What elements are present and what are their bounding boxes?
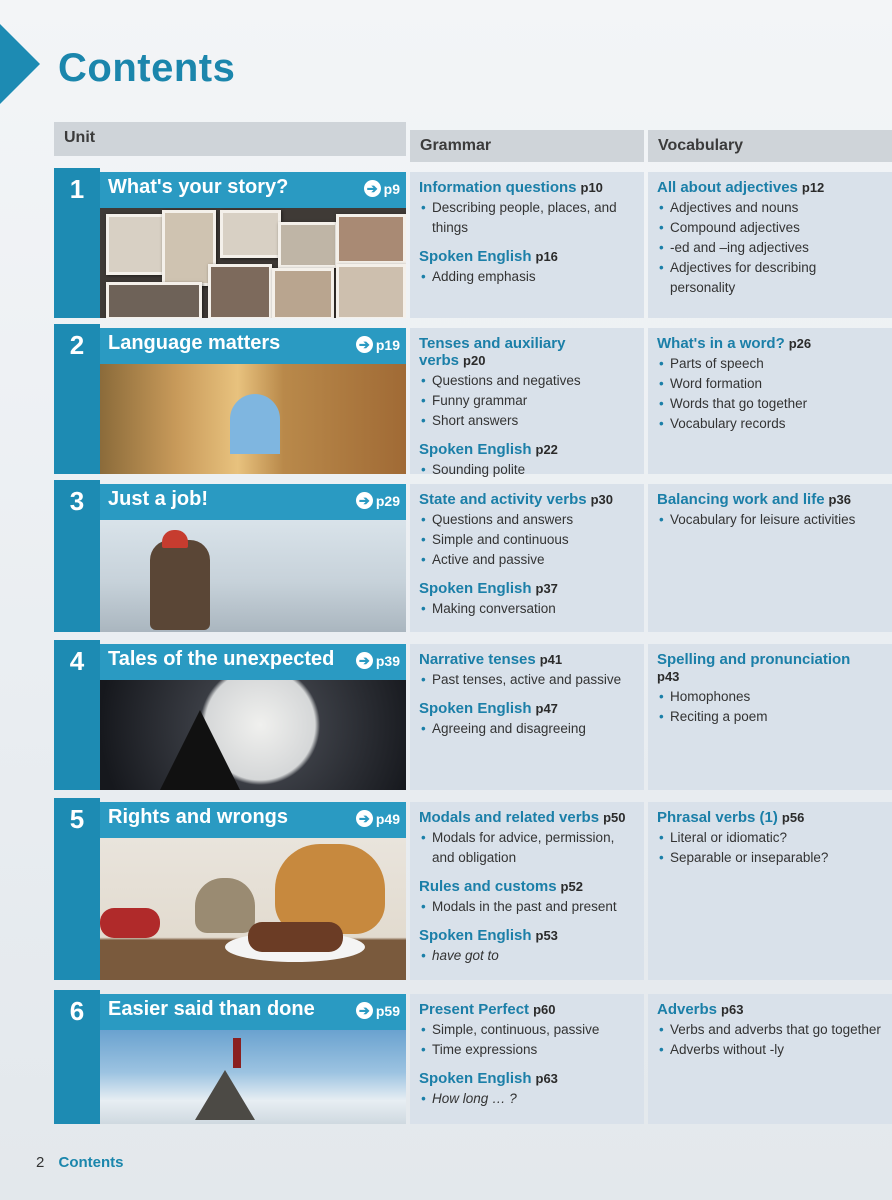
topic-items — [657, 1020, 883, 1060]
topic-items — [419, 599, 635, 619]
list-item: • Sounding polite — [419, 460, 635, 480]
topic-items — [419, 267, 635, 287]
vocabulary-cell — [648, 994, 892, 1124]
vocabulary-cell — [648, 484, 892, 632]
photo-dog — [275, 844, 385, 934]
page-title: Contents — [58, 46, 236, 90]
photo-cat — [195, 878, 255, 933]
list-item: • Time expressions — [419, 1040, 635, 1060]
grammar-topic[interactable]: Spoken English p63 — [419, 1070, 558, 1087]
unit-number: 2 — [54, 324, 100, 474]
arrow-right-circle-icon: ➔ — [364, 180, 381, 197]
unit-header[interactable] — [100, 644, 406, 680]
unit-page: p29 — [375, 492, 400, 509]
list-item: • Word formation — [657, 374, 883, 394]
topic-items — [657, 687, 883, 727]
unit-number: 5 — [54, 798, 100, 980]
header-grammar: Grammar — [410, 130, 644, 162]
list-item: • Adjectives for describing personality — [657, 258, 883, 298]
grammar-topic[interactable]: Rules and customs p52 — [419, 878, 583, 895]
grammar-cell — [410, 484, 644, 632]
header-unit: Unit — [54, 122, 406, 156]
topic-items — [419, 198, 635, 238]
grammar-cell — [410, 644, 644, 790]
list-item: • Making conversation — [419, 599, 635, 619]
grammar-topic[interactable]: Present Perfect p60 — [419, 1001, 556, 1018]
list-item: • Past tenses, active and passive — [419, 670, 635, 690]
list-item: • Adding emphasis — [419, 267, 635, 287]
grammar-topic[interactable]: Information questions p10 — [419, 179, 603, 196]
grammar-topic[interactable]: Tenses and auxiliary verbs p20 — [419, 335, 566, 369]
vocabulary-topic[interactable]: Spelling and pronunciation p43 — [657, 651, 851, 684]
photo-snapshot — [336, 264, 406, 318]
vocabulary-cell — [648, 802, 892, 980]
unit-header[interactable] — [100, 484, 406, 520]
topic-items — [657, 510, 883, 530]
unit-header[interactable] — [100, 994, 406, 1030]
header-vocabulary: Vocabulary — [648, 130, 892, 162]
topic-items — [657, 198, 883, 298]
vocabulary-topic[interactable]: What's in a word? p26 — [657, 335, 812, 352]
photo-meat — [248, 922, 343, 952]
arrow-right-circle-icon: ➔ — [356, 336, 373, 353]
unit-page: p39 — [375, 652, 400, 669]
unit-page-link[interactable] — [364, 180, 400, 197]
grammar-topic[interactable]: Spoken English p37 — [419, 580, 558, 597]
list-item: • Questions and answers — [419, 510, 635, 530]
grammar-cell — [410, 994, 644, 1124]
unit-number: 6 — [54, 990, 100, 1124]
photo-snapshot — [336, 214, 406, 264]
list-item: • Words that go together — [657, 394, 883, 414]
photo-person — [233, 1038, 241, 1068]
grammar-cell — [410, 172, 644, 318]
grammar-topic[interactable]: Spoken English p22 — [419, 441, 558, 458]
photo-snapshot — [272, 268, 334, 318]
unit-header[interactable] — [100, 802, 406, 838]
photo-snapshot — [208, 264, 272, 318]
topic-items — [419, 719, 635, 739]
vocabulary-topic[interactable]: All about adjectives p12 — [657, 179, 825, 196]
list-item: • Reciting a poem — [657, 707, 883, 727]
grammar-topic[interactable]: Spoken English p16 — [419, 248, 558, 265]
list-item: • Adverbs without -ly — [657, 1040, 883, 1060]
vocabulary-topic[interactable]: Phrasal verbs (1) p56 — [657, 809, 805, 826]
list-item: • Agreeing and disagreeing — [419, 719, 635, 739]
unit-page: p9 — [383, 180, 400, 197]
corner-triangle-decoration — [0, 24, 40, 104]
topic-items — [419, 897, 635, 917]
unit-photo-mountain-summit — [100, 1030, 406, 1124]
vocabulary-cell — [648, 644, 892, 790]
list-item: • -ed and –ing adjectives — [657, 238, 883, 258]
list-item: • Vocabulary records — [657, 414, 883, 434]
unit-title: Tales of the unexpected — [108, 648, 335, 670]
page-footer — [36, 1154, 124, 1171]
vocabulary-topic[interactable]: Balancing work and life p36 — [657, 491, 851, 508]
topic-items — [419, 510, 635, 570]
unit-header[interactable] — [100, 172, 406, 208]
grammar-topic[interactable]: Spoken English p47 — [419, 700, 558, 717]
unit-page: p59 — [375, 1002, 400, 1019]
arrow-right-circle-icon: ➔ — [356, 492, 373, 509]
list-item: • Homophones — [657, 687, 883, 707]
unit-row-1 — [54, 168, 892, 318]
unit-photo-cat-dog — [100, 838, 406, 980]
topic-items — [419, 946, 635, 966]
unit-title: Language matters — [108, 332, 281, 354]
unit-photo-wolf-moon — [100, 680, 406, 790]
column-headers — [54, 122, 892, 162]
list-item: • have got to — [419, 946, 635, 966]
photo-snapshot — [106, 214, 167, 275]
photo-snapshot — [220, 210, 281, 258]
list-item: • Active and passive — [419, 550, 635, 570]
arrow-right-circle-icon: ➔ — [356, 810, 373, 827]
unit-number: 1 — [54, 168, 100, 318]
topic-items — [419, 670, 635, 690]
grammar-cell — [410, 802, 644, 980]
footer-page-number: 2 — [36, 1154, 45, 1171]
unit-page-link[interactable] — [356, 492, 400, 509]
unit-page: p19 — [375, 336, 400, 353]
topic-items — [419, 1089, 635, 1109]
arrow-right-circle-icon: ➔ — [356, 652, 373, 669]
photo-climber — [150, 540, 210, 630]
list-item: • How long … ? — [419, 1089, 635, 1109]
grammar-topic[interactable]: State and activity verbs p30 — [419, 491, 613, 508]
list-item: • Adjectives and nouns — [657, 198, 883, 218]
topic-items — [657, 828, 883, 868]
unit-row-4 — [54, 640, 892, 790]
vocabulary-topic[interactable]: Adverbs p63 — [657, 1001, 744, 1018]
unit-page-link[interactable] — [356, 652, 400, 669]
list-item: • Parts of speech — [657, 354, 883, 374]
topic-items — [419, 371, 635, 431]
photo-wolf-silhouette — [160, 710, 240, 790]
unit-title: Rights and wrongs — [108, 806, 288, 828]
vocabulary-cell — [648, 328, 892, 474]
list-item: • Short answers — [419, 411, 635, 431]
photo-snapshot — [278, 222, 338, 268]
list-item: • Compound adjectives — [657, 218, 883, 238]
unit-row-6 — [54, 990, 892, 1124]
topic-items — [419, 1020, 635, 1060]
grammar-topic[interactable]: Narrative tenses p41 — [419, 651, 563, 668]
unit-photo-climber — [100, 520, 406, 632]
list-item: • Separable or inseparable? — [657, 848, 883, 868]
list-item: • Modals for advice, permission, and obligation — [419, 828, 635, 868]
unit-header[interactable] — [100, 328, 406, 364]
footer-label: Contents — [58, 1154, 124, 1171]
unit-row-5 — [54, 798, 892, 980]
unit-number: 4 — [54, 640, 100, 790]
grammar-topic[interactable]: Spoken English p53 — [419, 927, 558, 944]
unit-photo-hieroglyph-arch — [100, 364, 406, 474]
grammar-cell — [410, 328, 644, 477]
topic-items — [657, 354, 883, 434]
topic-items — [419, 828, 635, 868]
unit-page-link[interactable] — [356, 336, 400, 353]
list-item: • Vocabulary for leisure activities — [657, 510, 883, 530]
unit-title: Just a job! — [108, 488, 209, 510]
unit-row-2 — [54, 324, 892, 477]
photo-berries — [100, 908, 160, 938]
list-item: • Funny grammar — [419, 391, 635, 411]
unit-row-3 — [54, 480, 892, 632]
unit-photo-family-snapshots — [100, 208, 406, 318]
list-item: • Verbs and adverbs that go together — [657, 1020, 883, 1040]
list-item: • Modals in the past and present — [419, 897, 635, 917]
photo-rock — [195, 1070, 255, 1120]
photo-helmet — [162, 530, 188, 548]
list-item: • Questions and negatives — [419, 371, 635, 391]
unit-number: 3 — [54, 480, 100, 632]
arrow-right-circle-icon: ➔ — [356, 1002, 373, 1019]
list-item: • Simple and continuous — [419, 530, 635, 550]
unit-page-link[interactable] — [356, 1002, 400, 1019]
list-item: • Literal or idiomatic? — [657, 828, 883, 848]
list-item: • Describing people, places, and things — [419, 198, 635, 238]
list-item: • Simple, continuous, passive — [419, 1020, 635, 1040]
photo-sky — [230, 394, 280, 454]
vocabulary-cell — [648, 172, 892, 318]
unit-title: What's your story? — [108, 176, 289, 198]
photo-snapshot — [106, 282, 202, 318]
grammar-topic[interactable]: Modals and related verbs p50 — [419, 809, 626, 826]
unit-page-link[interactable] — [356, 810, 400, 827]
unit-page: p49 — [375, 810, 400, 827]
unit-title: Easier said than done — [108, 998, 315, 1020]
topic-items — [419, 460, 635, 480]
